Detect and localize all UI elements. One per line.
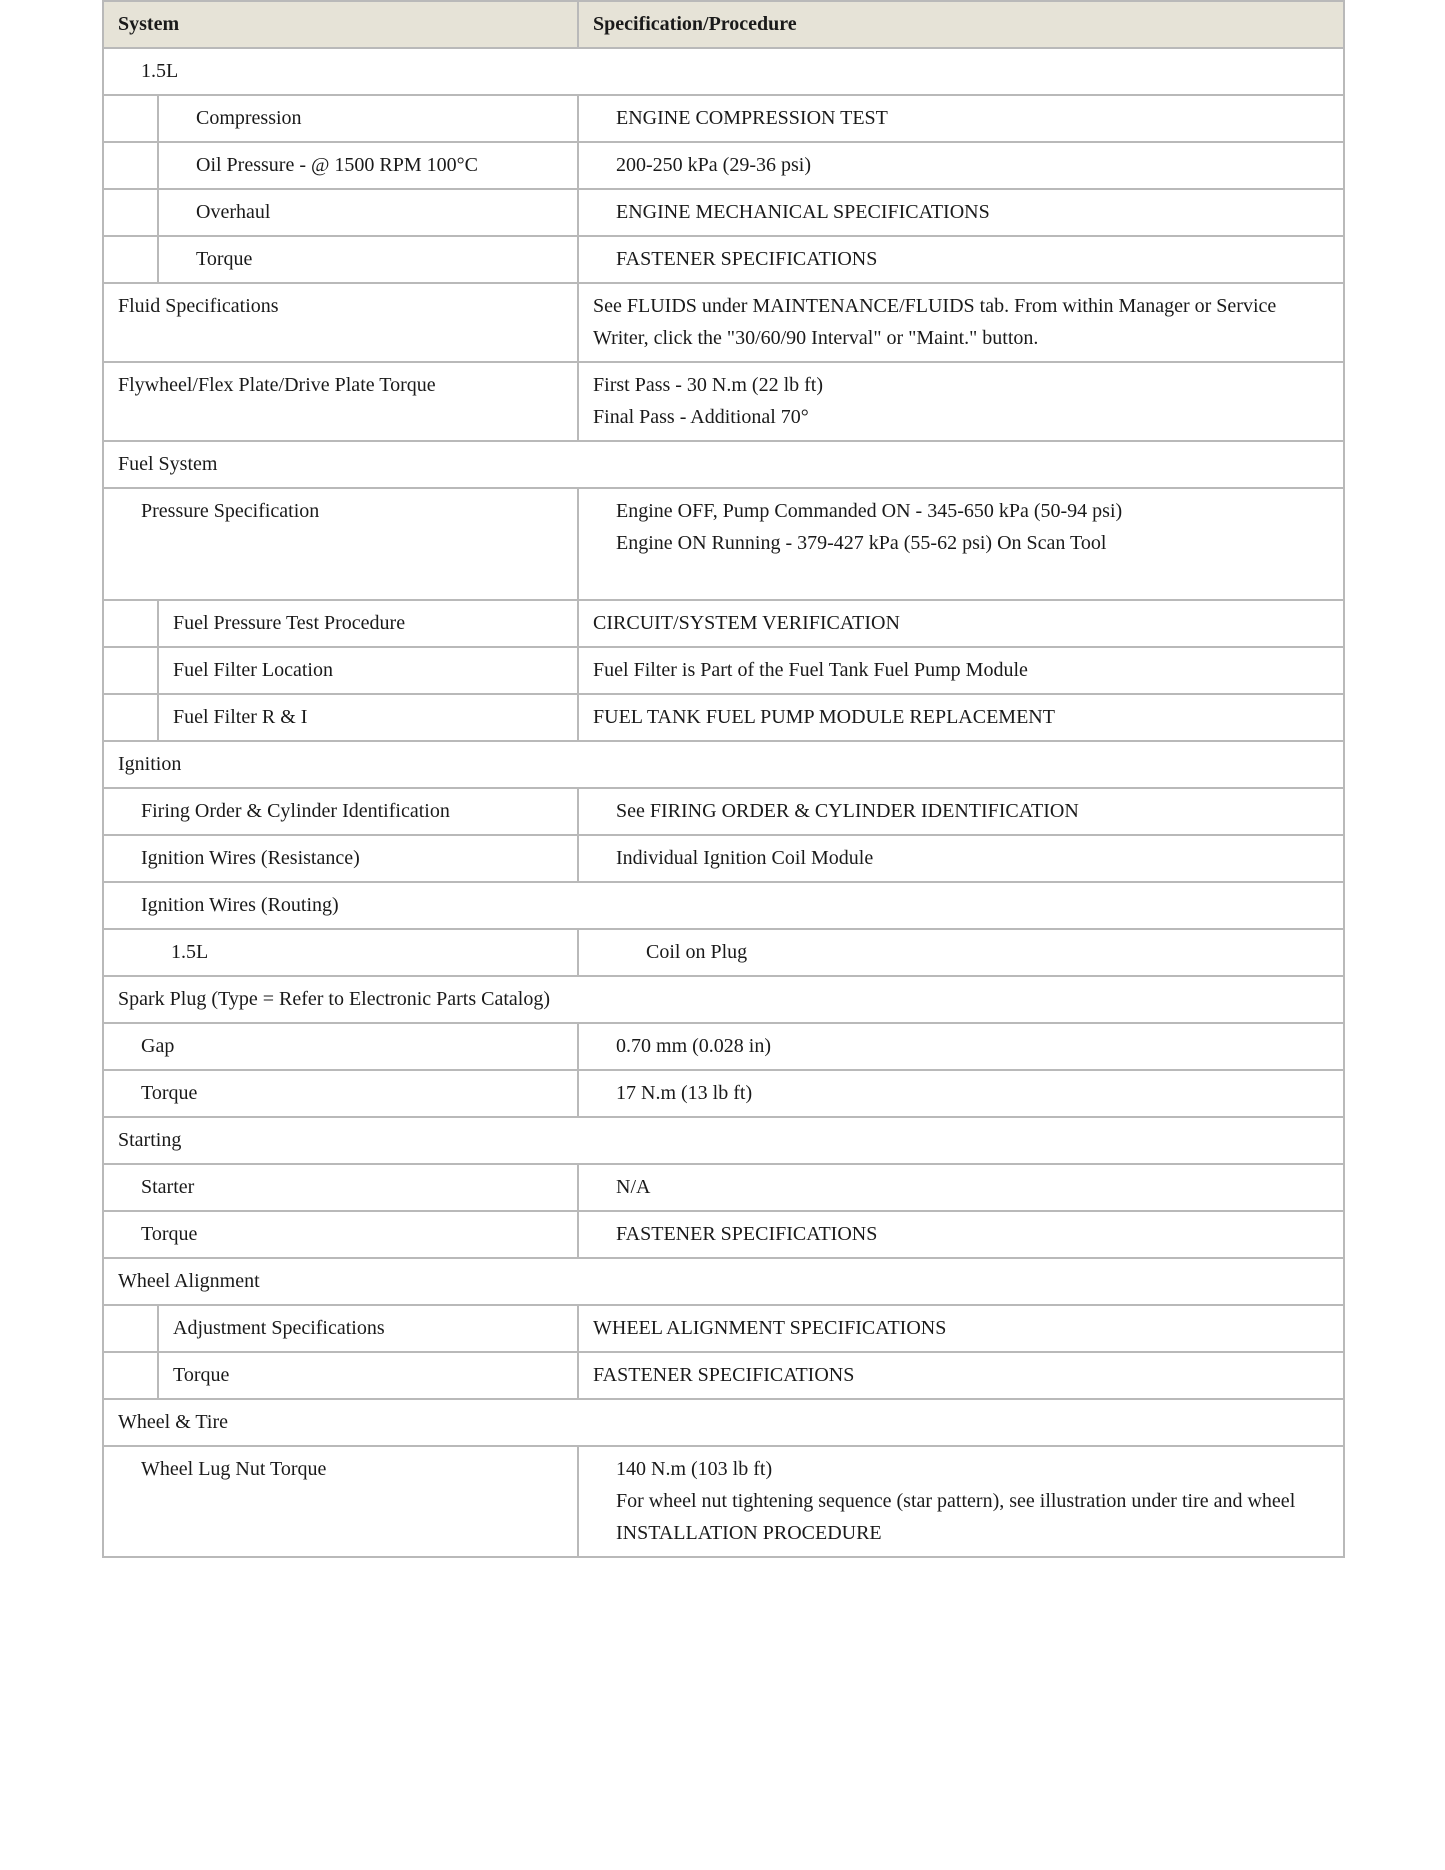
row-value-link[interactable]: FASTENER SPECIFICATIONS: [578, 1211, 1344, 1258]
row-value: 17 N.m (13 lb ft): [578, 1070, 1344, 1117]
row-label: Torque: [103, 1070, 578, 1117]
row-label: Torque: [158, 236, 578, 283]
value-line: Final Pass - Additional 70°: [593, 406, 809, 428]
table-row: [103, 835, 1344, 882]
indent-spacer: [103, 1352, 158, 1399]
row-label: 1.5L: [103, 929, 578, 976]
row-value-link[interactable]: ENGINE MECHANICAL SPECIFICATIONS: [578, 189, 1344, 236]
table-row: [103, 1164, 1344, 1211]
group-label: Ignition: [103, 741, 1344, 788]
row-value-link[interactable]: FASTENER SPECIFICATIONS: [578, 1352, 1344, 1399]
group-row-fuel-system: [103, 441, 1344, 488]
table-row: [103, 929, 1344, 976]
row-label: Torque: [158, 1352, 578, 1399]
table-row: [103, 1023, 1344, 1070]
value-line: First Pass - 30 N.m (22 lb ft): [593, 374, 824, 396]
row-value: See FLUIDS under MAINTENANCE/FLUIDS tab. From within Manager or Service Writer, click the "30/60/90 Interval" or "Maint." button.: [578, 283, 1344, 362]
group-label: Spark Plug (Type = Refer to Electronic Parts Catalog): [103, 976, 1344, 1023]
group-row-spark-plug: [103, 976, 1344, 1023]
row-value: [578, 1446, 1344, 1557]
group-row-wheel-alignment: [103, 1258, 1344, 1305]
row-label: Gap: [103, 1023, 578, 1070]
row-value: 0.70 mm (0.028 in): [578, 1023, 1344, 1070]
group-label: Starting: [103, 1117, 1344, 1164]
header-system: System: [103, 1, 578, 48]
specifications-table: [102, 0, 1345, 1558]
table-row: [103, 1070, 1344, 1117]
row-label: Pressure Specification: [103, 488, 578, 600]
row-value-link[interactable]: CIRCUIT/SYSTEM VERIFICATION: [578, 600, 1344, 647]
row-value: [578, 362, 1344, 441]
group-row-engine-1-5l: [103, 48, 1344, 95]
indent-spacer: [103, 1305, 158, 1352]
indent-spacer: [103, 236, 158, 283]
group-label: 1.5L: [103, 48, 1344, 95]
indent-spacer: [103, 694, 158, 741]
group-label: Fuel System: [103, 441, 1344, 488]
table-row: [103, 1211, 1344, 1258]
row-label: Torque: [103, 1211, 578, 1258]
row-value-link[interactable]: FUEL TANK FUEL PUMP MODULE REPLACEMENT: [578, 694, 1344, 741]
table-row: [103, 95, 1344, 142]
indent-spacer: [103, 647, 158, 694]
row-value: [578, 488, 1344, 600]
table-row: [103, 488, 1344, 600]
table-row: [103, 283, 1344, 362]
indent-spacer: [103, 189, 158, 236]
table-row: [103, 362, 1344, 441]
row-label: Fuel Pressure Test Procedure: [158, 600, 578, 647]
header-specification: Specification/Procedure: [578, 1, 1344, 48]
row-value-link[interactable]: FASTENER SPECIFICATIONS: [578, 236, 1344, 283]
table-row: [103, 142, 1344, 189]
value-line: Engine OFF, Pump Commanded ON - 345-650 kPa (50-94 psi): [616, 500, 1123, 522]
table-row: [103, 189, 1344, 236]
row-label: Firing Order & Cylinder Identification: [103, 788, 578, 835]
row-label: Starter: [103, 1164, 578, 1211]
row-label: Wheel Lug Nut Torque: [103, 1446, 578, 1557]
table-row: [103, 694, 1344, 741]
table-row: [103, 1305, 1344, 1352]
row-label: Adjustment Specifications: [158, 1305, 578, 1352]
table-row: [103, 600, 1344, 647]
row-label: Fuel Filter Location: [158, 647, 578, 694]
table-row: [103, 647, 1344, 694]
row-value: Individual Ignition Coil Module: [578, 835, 1344, 882]
row-label: Overhaul: [158, 189, 578, 236]
table-row: [103, 788, 1344, 835]
group-label: Ignition Wires (Routing): [103, 882, 1344, 929]
group-row-ignition-routing: [103, 882, 1344, 929]
row-value-link[interactable]: ENGINE COMPRESSION TEST: [578, 95, 1344, 142]
table-row: [103, 1352, 1344, 1399]
row-value: Coil on Plug: [578, 929, 1344, 976]
row-value: N/A: [578, 1164, 1344, 1211]
value-line: 140 N.m (103 lb ft): [616, 1458, 773, 1480]
row-label: Fluid Specifications: [103, 283, 578, 362]
row-label: Oil Pressure - @ 1500 RPM 100°C: [158, 142, 578, 189]
row-label: Fuel Filter R & I: [158, 694, 578, 741]
row-value: 200-250 kPa (29-36 psi): [578, 142, 1344, 189]
table-row: [103, 1446, 1344, 1557]
row-label: Flywheel/Flex Plate/Drive Plate Torque: [103, 362, 578, 441]
row-value-link[interactable]: See FIRING ORDER & CYLINDER IDENTIFICATION: [578, 788, 1344, 835]
indent-spacer: [103, 95, 158, 142]
group-label: Wheel Alignment: [103, 1258, 1344, 1305]
row-value: Fuel Filter is Part of the Fuel Tank Fuel Pump Module: [578, 647, 1344, 694]
row-label: Ignition Wires (Resistance): [103, 835, 578, 882]
value-line: For wheel nut tightening sequence (star pattern), see illustration under tire and wheel INSTALLATION PROCEDURE: [616, 1490, 1296, 1544]
group-label: Wheel & Tire: [103, 1399, 1344, 1446]
row-value-link[interactable]: WHEEL ALIGNMENT SPECIFICATIONS: [578, 1305, 1344, 1352]
indent-spacer: [103, 600, 158, 647]
group-row-wheel-tire: [103, 1399, 1344, 1446]
group-row-starting: [103, 1117, 1344, 1164]
table-row: [103, 236, 1344, 283]
row-label: Compression: [158, 95, 578, 142]
header-row: [103, 1, 1344, 48]
group-row-ignition: [103, 741, 1344, 788]
indent-spacer: [103, 142, 158, 189]
value-line: Engine ON Running - 379-427 kPa (55-62 psi) On Scan Tool: [616, 532, 1107, 554]
